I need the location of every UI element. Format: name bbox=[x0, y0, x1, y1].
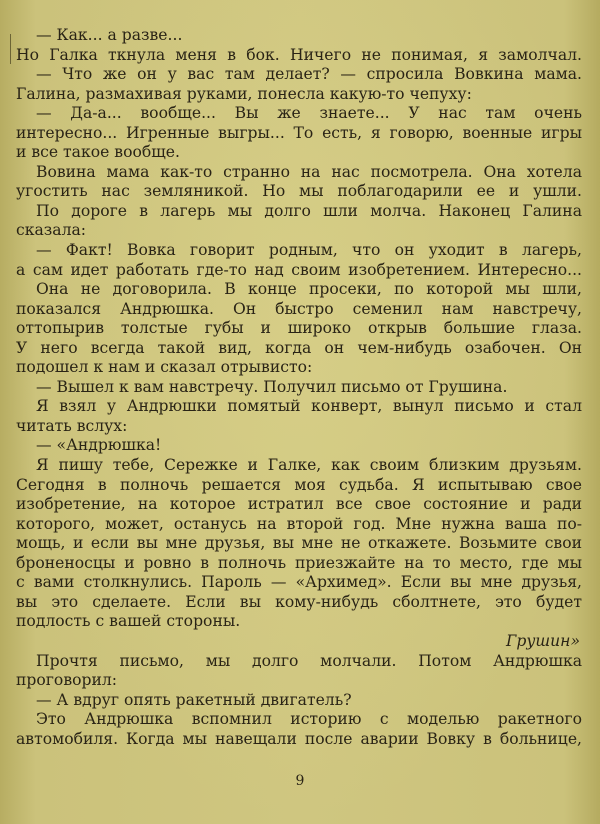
text-line: проговорил: bbox=[16, 671, 118, 690]
text-line: интересно... Игренные выгры... То есть, я говорю, военные игры bbox=[16, 123, 582, 142]
text-line: Но Галка ткнула меня в бок. Ничего не понимая, я замолчал. bbox=[16, 45, 582, 64]
text-line: Я пишу тебе, Сережке и Галке, как своим близким друзьям. bbox=[36, 456, 582, 475]
text-line: — А вдруг опять ракетный двигатель? bbox=[36, 690, 352, 709]
body-text bbox=[16, 26, 582, 749]
text-line: — Да-а... вообще... Вы же знаете... У нас там очень bbox=[36, 104, 582, 123]
text-line: оттопырив толстые губы и широко открыв большие глаза. bbox=[16, 319, 582, 338]
text-line: По дороге в лагерь мы долго шли молча. Наконец Галина bbox=[36, 201, 582, 220]
text-line: угостить нас земляникой. Но мы поблагодарили ее и ушли. bbox=[16, 182, 582, 201]
text-line: которого, может, останусь на второй год. Мне нужна ваша по- bbox=[16, 514, 582, 533]
text-line: — Что же он у вас там делает? — спросила Вовкина мама. bbox=[36, 65, 582, 84]
text-line: подошел к нам и сказал отрывисто: bbox=[16, 358, 313, 377]
text-line: а сам идет работать где-то над своим изобретением. Интересно... bbox=[16, 260, 582, 279]
margin-mark bbox=[10, 34, 11, 64]
text-line: и все такое вообще. bbox=[16, 143, 180, 162]
text-line: Прочтя письмо, мы долго молчали. Потом Андрюшка bbox=[36, 651, 582, 670]
text-line: — Как... а разве... bbox=[36, 26, 183, 44]
text-line: Сегодня в полночь решается моя судьба. Я испытываю свое bbox=[16, 475, 582, 494]
text-line: Она не договорила. В конце просеки, по которой мы шли, bbox=[36, 280, 582, 299]
text-line: мощь, и если вы мне друзья, вы мне не откажете. Возьмите свои bbox=[16, 534, 582, 553]
text-line: — Факт! Вовка говорит родным, что он уходит в лагерь, bbox=[36, 241, 582, 260]
page-number: 9 bbox=[295, 773, 305, 789]
text-line: вы это сделаете. Если вы кому-нибудь сболтнете, это будет bbox=[16, 592, 582, 611]
text-line: автомобиля. Когда мы навещали после аварии Вовку в больнице, bbox=[16, 729, 582, 748]
text-line: Это Андрюшка вспомнил историю с моделью ракетного bbox=[36, 710, 582, 729]
text-line: У него всегда такой вид, когда он чем-нибудь озабочен. Он bbox=[16, 338, 582, 357]
text-line: — Вышел к вам навстречу. Получил письмо от Грушина. bbox=[36, 377, 508, 396]
text-line: читать вслух: bbox=[16, 416, 128, 435]
text-line: с вами столкнулись. Пароль — «Архимед». Если вы мне друзья, bbox=[16, 573, 582, 592]
letter-signature: Грушин» bbox=[506, 631, 580, 650]
text-line: Вовина мама как-то странно на нас посмотрела. Она хотела bbox=[36, 162, 582, 181]
text-line: Я взял у Андрюшки помятый конверт, вынул письмо и стал bbox=[36, 397, 582, 416]
text-line: — «Андрюшка! bbox=[36, 436, 162, 455]
text-line: подлость с вашей стороны. bbox=[16, 612, 241, 631]
text-line: показался Андрюшка. Он быстро семенил нам навстречу, bbox=[16, 299, 582, 318]
text-line: Галина, размахивая руками, понесла какую-то чепуху: bbox=[16, 84, 472, 103]
text-line: изобретение, на которое истратил все свое состояние и ради bbox=[16, 495, 582, 514]
text-line: сказала: bbox=[16, 221, 87, 240]
text-line: броненосцы и ровно в полночь приезжайте на то место, где мы bbox=[16, 553, 582, 572]
